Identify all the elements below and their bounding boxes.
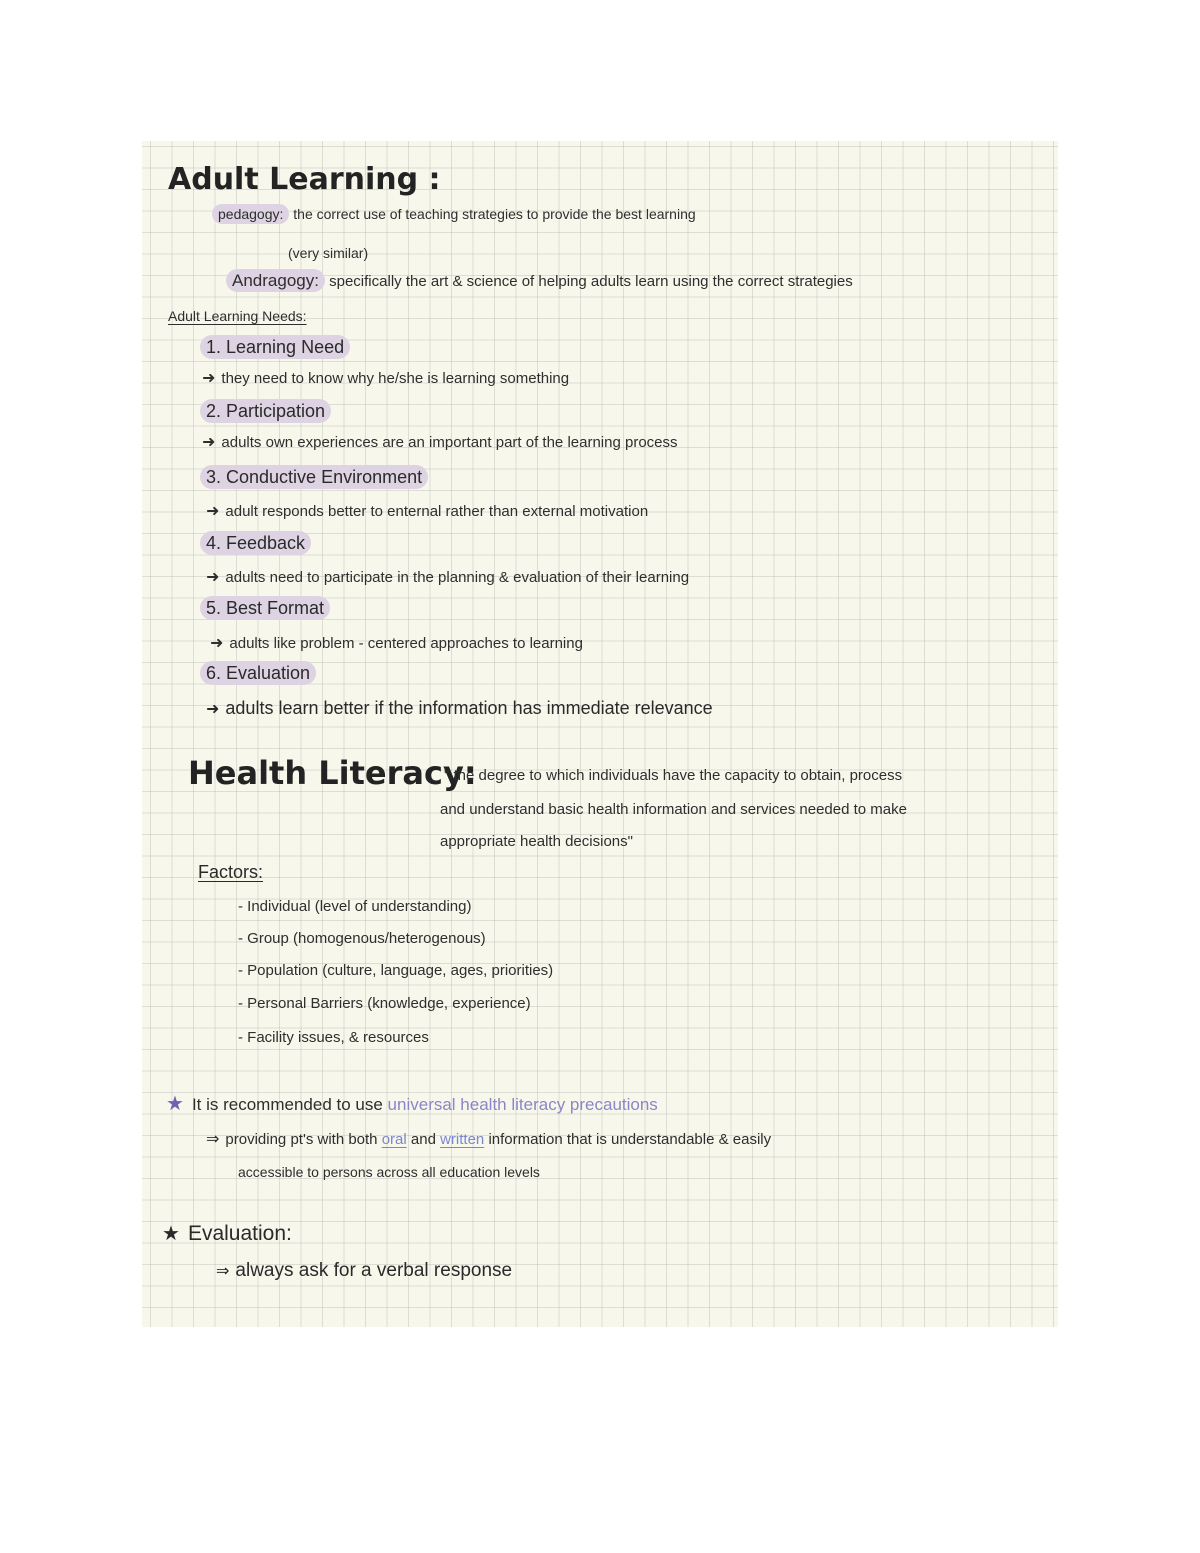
universal-precautions-highlight: universal health literacy precautions [387,1095,658,1114]
factor-item: - Personal Barriers (knowledge, experience) [238,995,531,1012]
health-literacy-title: Health Literacy: [188,754,477,792]
recommendation-line: ★ It is recommended to use universal health literacy precautions [166,1091,658,1115]
need-description: ➜ adults learn better if the information has immediate relevance [206,698,713,718]
health-literacy-definition: appropriate health decisions" [440,833,633,850]
andragogy-definition: specifically the art & science of helping adults learn using the correct strategies [329,273,853,290]
recommendation-detail: ⇒ providing pt's with both oral and written information that is understandable & easily [206,1129,772,1148]
need-title: 6. Evaluation [200,664,316,682]
very-similar-note: (very similar) [288,245,369,261]
right-arrow-icon: ➜ [206,501,220,520]
star-icon: ★ [162,1221,180,1245]
need-description: ➜ adults need to participate in the planning & evaluation of their learning [206,567,690,586]
need-description: ➜ adults own experiences are an important part of the learning process [202,432,678,451]
evaluation-detail: ⇒ always ask for a verbal response [216,1260,513,1281]
right-arrow-icon: ➜ [202,368,216,387]
factors-heading: Factors: [198,862,264,882]
right-arrow-icon: ➜ [206,567,220,586]
adult-learning-title: Adult Learning : [168,162,441,197]
need-title: 4. Feedback [200,534,311,552]
needs-heading: Adult Learning Needs: [168,308,307,324]
double-arrow-icon: ⇒ [216,1261,230,1280]
notebook-page [142,141,1058,1327]
oral-highlight: oral [381,1131,407,1148]
need-description: ➜ adults like problem - centered approaches to learning [210,633,583,652]
right-arrow-icon: ➜ [202,432,216,451]
need-title: 2. Participation [200,402,331,420]
star-icon: ★ [166,1091,184,1115]
need-description: ➜ they need to know why he/she is learning something [202,368,570,387]
right-arrow-icon: ➜ [210,633,224,652]
andragogy-line [226,272,853,289]
andragogy-term: Andragogy: [226,269,325,292]
need-title: 3. Conductive Environment [200,468,428,486]
factor-item: - Facility issues, & resources [238,1029,429,1046]
need-title: 5. Best Format [200,599,330,617]
pedagogy-line [212,207,696,221]
need-description: ➜ adult responds better to enternal rather than external motivation [206,501,649,520]
right-arrow-icon: ➜ [206,699,220,718]
need-title: 1. Learning Need [200,338,350,356]
recommendation-detail-line2: accessible to persons across all education levels [238,1164,540,1180]
health-literacy-definition: " the degree to which individuals have the capacity to obtain, process [444,767,903,784]
health-literacy-definition: and understand basic health information and services needed to make [440,801,907,818]
pedagogy-definition: the correct use of teaching strategies to provide the best learning [293,206,696,222]
evaluation-heading: ★ Evaluation: [162,1221,292,1245]
written-highlight: written [440,1131,485,1148]
double-arrow-icon: ⇒ [206,1129,220,1148]
factor-item: - Population (culture, language, ages, priorities) [238,962,554,979]
factor-item: - Group (homogenous/heterogenous) [238,930,486,947]
pedagogy-term: pedagogy: [212,204,289,224]
factor-item: - Individual (level of understanding) [238,898,472,915]
